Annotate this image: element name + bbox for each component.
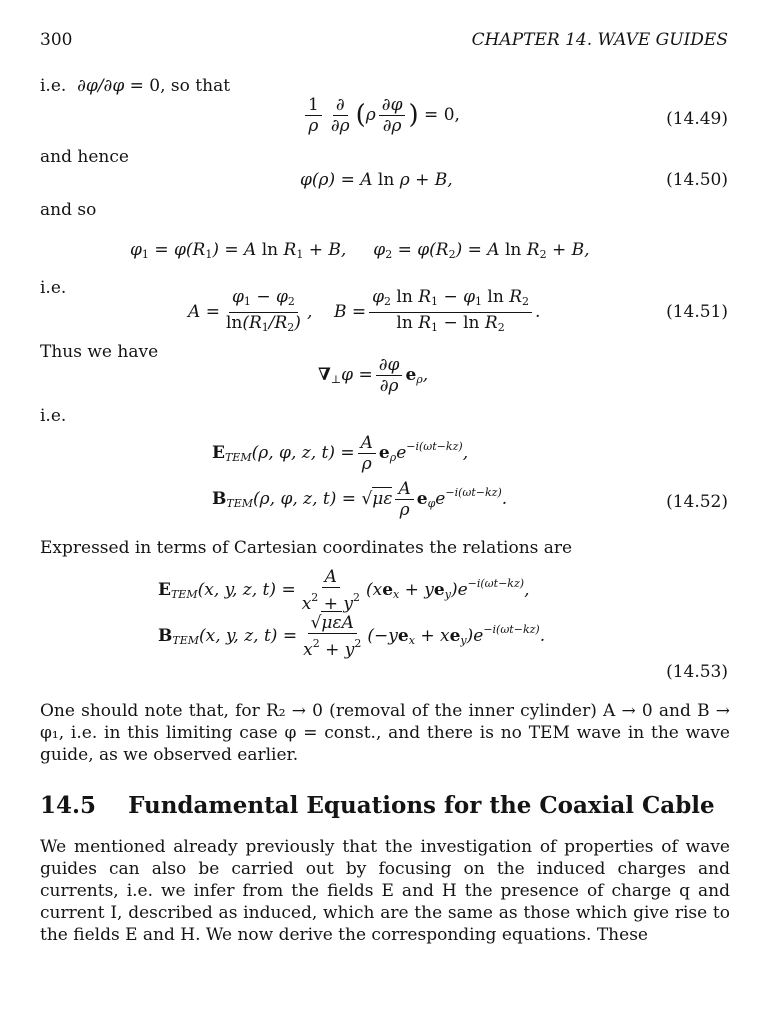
and-hence-label: and hence: [40, 147, 129, 167]
line-ie-intro: [40, 76, 230, 96]
note-paragraph: One should note that, for R₂ → 0 (removal of the inner cylinder) A → 0 and B → φ₁, i.e. in this limiting case φ = const., and there is no TEM wave in the wave guide, as we observed earlier.: [40, 701, 730, 765]
ie-label: i.e.: [40, 76, 67, 96]
eq-number-14-52: (14.52): [666, 492, 728, 512]
so-that-label: , so that: [160, 76, 231, 96]
section-heading: [40, 792, 715, 819]
eq-number-14-50: (14.50): [666, 170, 728, 190]
equation-gradient: $\nabla_\perp\varphi$ = $\frac{\partial\varphi}{\partial\rho}$ $e_\rho$,: [318, 355, 429, 396]
equation-14-52-B: $B_{TEM}(\rho$, φ, z, t) = √με $\frac{A}{\rho}$ $e_\varphi e^{-i(\omega t-kz)}$.: [212, 479, 508, 520]
inline-math-derivative: ∂φ/∂φ = 0: [71, 76, 161, 96]
eq-number-14-53: (14.53): [666, 662, 728, 682]
and-so-label: and so: [40, 200, 97, 220]
equation-14-51: A = $\frac{\varphi_1 - \varphi_2}{\ln(R_1/R_2)}$ , B = $\frac{\varphi_2 \ln R_1 - \varphi_1 \ln R_2}{\ln R_1 - \ln R_2}$ .: [188, 287, 541, 334]
equation-14-49: $\frac{1}{\rho}$ $\frac{\partial}{\partial\rho}$ (ρ $\frac{\partial\varphi}{\partial\rho}$ ) = 0,: [302, 96, 460, 135]
thus-we-have-label: Thus we have: [40, 342, 159, 362]
running-title: CHAPTER 14. WAVE GUIDES: [471, 30, 728, 50]
section-body: We mentioned already previously that the investigation of properties of wave guides can also be carried out by focusing on the induced charges and currents, i.e. we infer from the fields E and H the presence of charge q and current I, described as induced, which are the same as those which give rise to the fields E and H. We now derive the corresponding equations. These: [40, 837, 730, 945]
eq-number-14-51: (14.51): [666, 302, 728, 322]
ie-label-1: i.e.: [40, 278, 67, 298]
eq-number-14-49: (14.49): [666, 109, 728, 129]
equation-14-53-B: $B_{TEM}(x$, y, z, t) = $\frac{\text{√μεA}}{x^2 + y^2}$ $(-ye_x + xe_y)e^{-i(\omega t-kz)}$.: [158, 613, 546, 660]
equation-14-53-E: $E_{TEM}(x$, y, z, t) = $\frac{A}{x^2 + y^2}$ $(xe_x + ye_y)e^{-i(\omega t-kz)}$,: [158, 567, 530, 614]
equation-14-50: φ(ρ) = A ln ρ + B,: [300, 170, 453, 190]
section-number: 14.5: [40, 792, 97, 819]
equation-14-52-E: $E_{TEM}(\rho$, φ, z, t) = $\frac{A}{\rho}$ $e_\rho e^{-i(\omega t-kz)}$,: [212, 433, 469, 474]
ie-label-2: i.e.: [40, 406, 67, 426]
section-title: Fundamental Equations for the Coaxial Cable: [128, 792, 715, 819]
page-number: 300: [40, 30, 73, 50]
cartesian-intro: Expressed in terms of Cartesian coordinates the relations are: [40, 538, 573, 558]
equation-phi-boundary: $\varphi_1 = \varphi(R_1) = A$ $\ln R_1 + B$, $\varphi_2 = \varphi(R_2) = A$ $\ln R_2 + B$,: [130, 240, 590, 261]
